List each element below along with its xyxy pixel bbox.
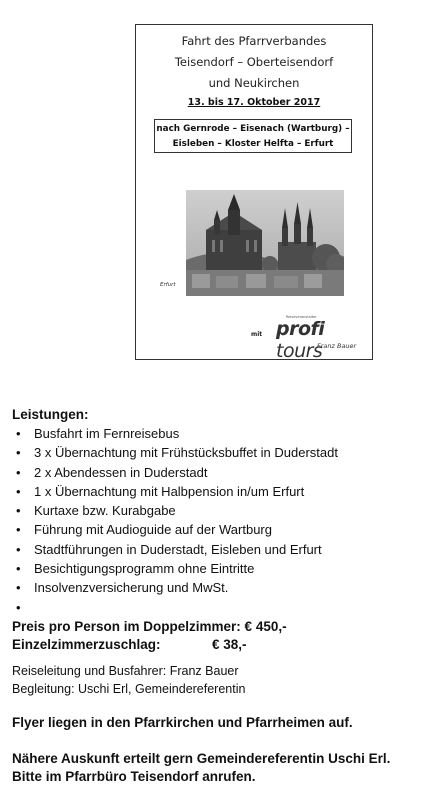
list-item [12, 424, 422, 443]
list-item-text: 2 x Abendessen in Duderstadt [34, 464, 208, 480]
flyer-note: Flyer liegen in den Pfarrkirchen und Pfarrheimen auf. [12, 714, 353, 730]
contact-line-1: Nähere Auskunft erteilt gern Gemeindereferentin Uschi Erl. [12, 750, 391, 766]
list-item [12, 540, 422, 559]
erfurt-photo [186, 190, 344, 296]
list-item [12, 598, 422, 617]
list-item [12, 578, 422, 597]
list-item [12, 501, 422, 520]
price-double: Preis pro Person im Doppelzimmer: € 450,- [12, 618, 287, 634]
price-single [12, 636, 422, 654]
flyer-title-line-3: und Neukirchen [208, 76, 300, 90]
bullet: • [16, 541, 21, 557]
bullet: • [16, 503, 21, 519]
bullet: • [16, 445, 21, 461]
list-item-text: 1 x Übernachtung mit Halbpension in/um Erfurt [34, 483, 305, 499]
bullet: • [16, 561, 21, 577]
list-item [12, 559, 422, 578]
list-item [12, 482, 422, 501]
list-item-text [34, 600, 38, 615]
bullet: • [16, 483, 21, 499]
bullet: • [16, 426, 21, 441]
contact-line-2: Bitte im Pfarrbüro Teisendorf anrufen. [12, 768, 256, 784]
flyer-title [136, 31, 372, 94]
list-item-text: Stadtführungen in Duderstadt, Eisleben und Erfurt [34, 541, 322, 557]
leistungen-list [12, 424, 422, 617]
tour-companion: Begleitung: Uschi Erl, Gemeindereferentin [12, 681, 246, 696]
bullet: • [16, 464, 21, 480]
list-item-text: Busfahrt im Fernreisebus [34, 426, 180, 441]
list-item-text: Führung mit Audioguide auf der Wartburg [34, 522, 272, 538]
list-item [12, 443, 422, 462]
photo-caption: Erfurt [160, 282, 176, 288]
flyer-title-line-2: Teisendorf – Oberteisendorf [174, 55, 334, 69]
list-item [12, 463, 422, 482]
bullet: • [16, 599, 21, 615]
list-item-text: Insolvenzversicherung und MwSt. [34, 580, 229, 596]
flyer-cover [135, 24, 373, 360]
logo-small-text: Reiseveranstalter [286, 315, 317, 319]
price-single-amount: € 38,- [212, 636, 247, 652]
tour-leader: Reiseleitung und Busfahrer: Franz Bauer [12, 663, 239, 678]
logo-tours-word: tours [276, 340, 323, 362]
logo-mit: mit [251, 331, 263, 338]
flyer-date: 13. bis 17. Oktober 2017 [187, 97, 321, 108]
bullet: • [16, 522, 21, 538]
route-line-2: Eisleben – Kloster Helfta – Erfurt [172, 139, 334, 149]
list-item-text: Besichtigungsprogramm ohne Eintritte [34, 561, 255, 577]
list-item-text: Kurtaxe bzw. Kurabgabe [34, 503, 176, 519]
details-section [12, 406, 422, 786]
price-single-label: Einzelzimmerzuschlag: [12, 636, 161, 652]
route-box [154, 119, 352, 153]
leistungen-heading: Leistungen: [12, 407, 89, 422]
bullet: • [16, 580, 21, 596]
logo-profi-word: profi [276, 318, 325, 340]
flyer-title-line-1: Fahrt des Pfarrverbandes [181, 34, 327, 48]
list-item-text: 3 x Übernachtung mit Frühstücksbuffet in Duderstadt [34, 445, 338, 461]
profi-tours-logo [276, 318, 372, 362]
logo-subtitle: Franz Bauer [317, 342, 357, 350]
list-item [12, 520, 422, 539]
route-line-1: nach Gernrode – Eisenach (Wartburg) – [156, 124, 350, 134]
